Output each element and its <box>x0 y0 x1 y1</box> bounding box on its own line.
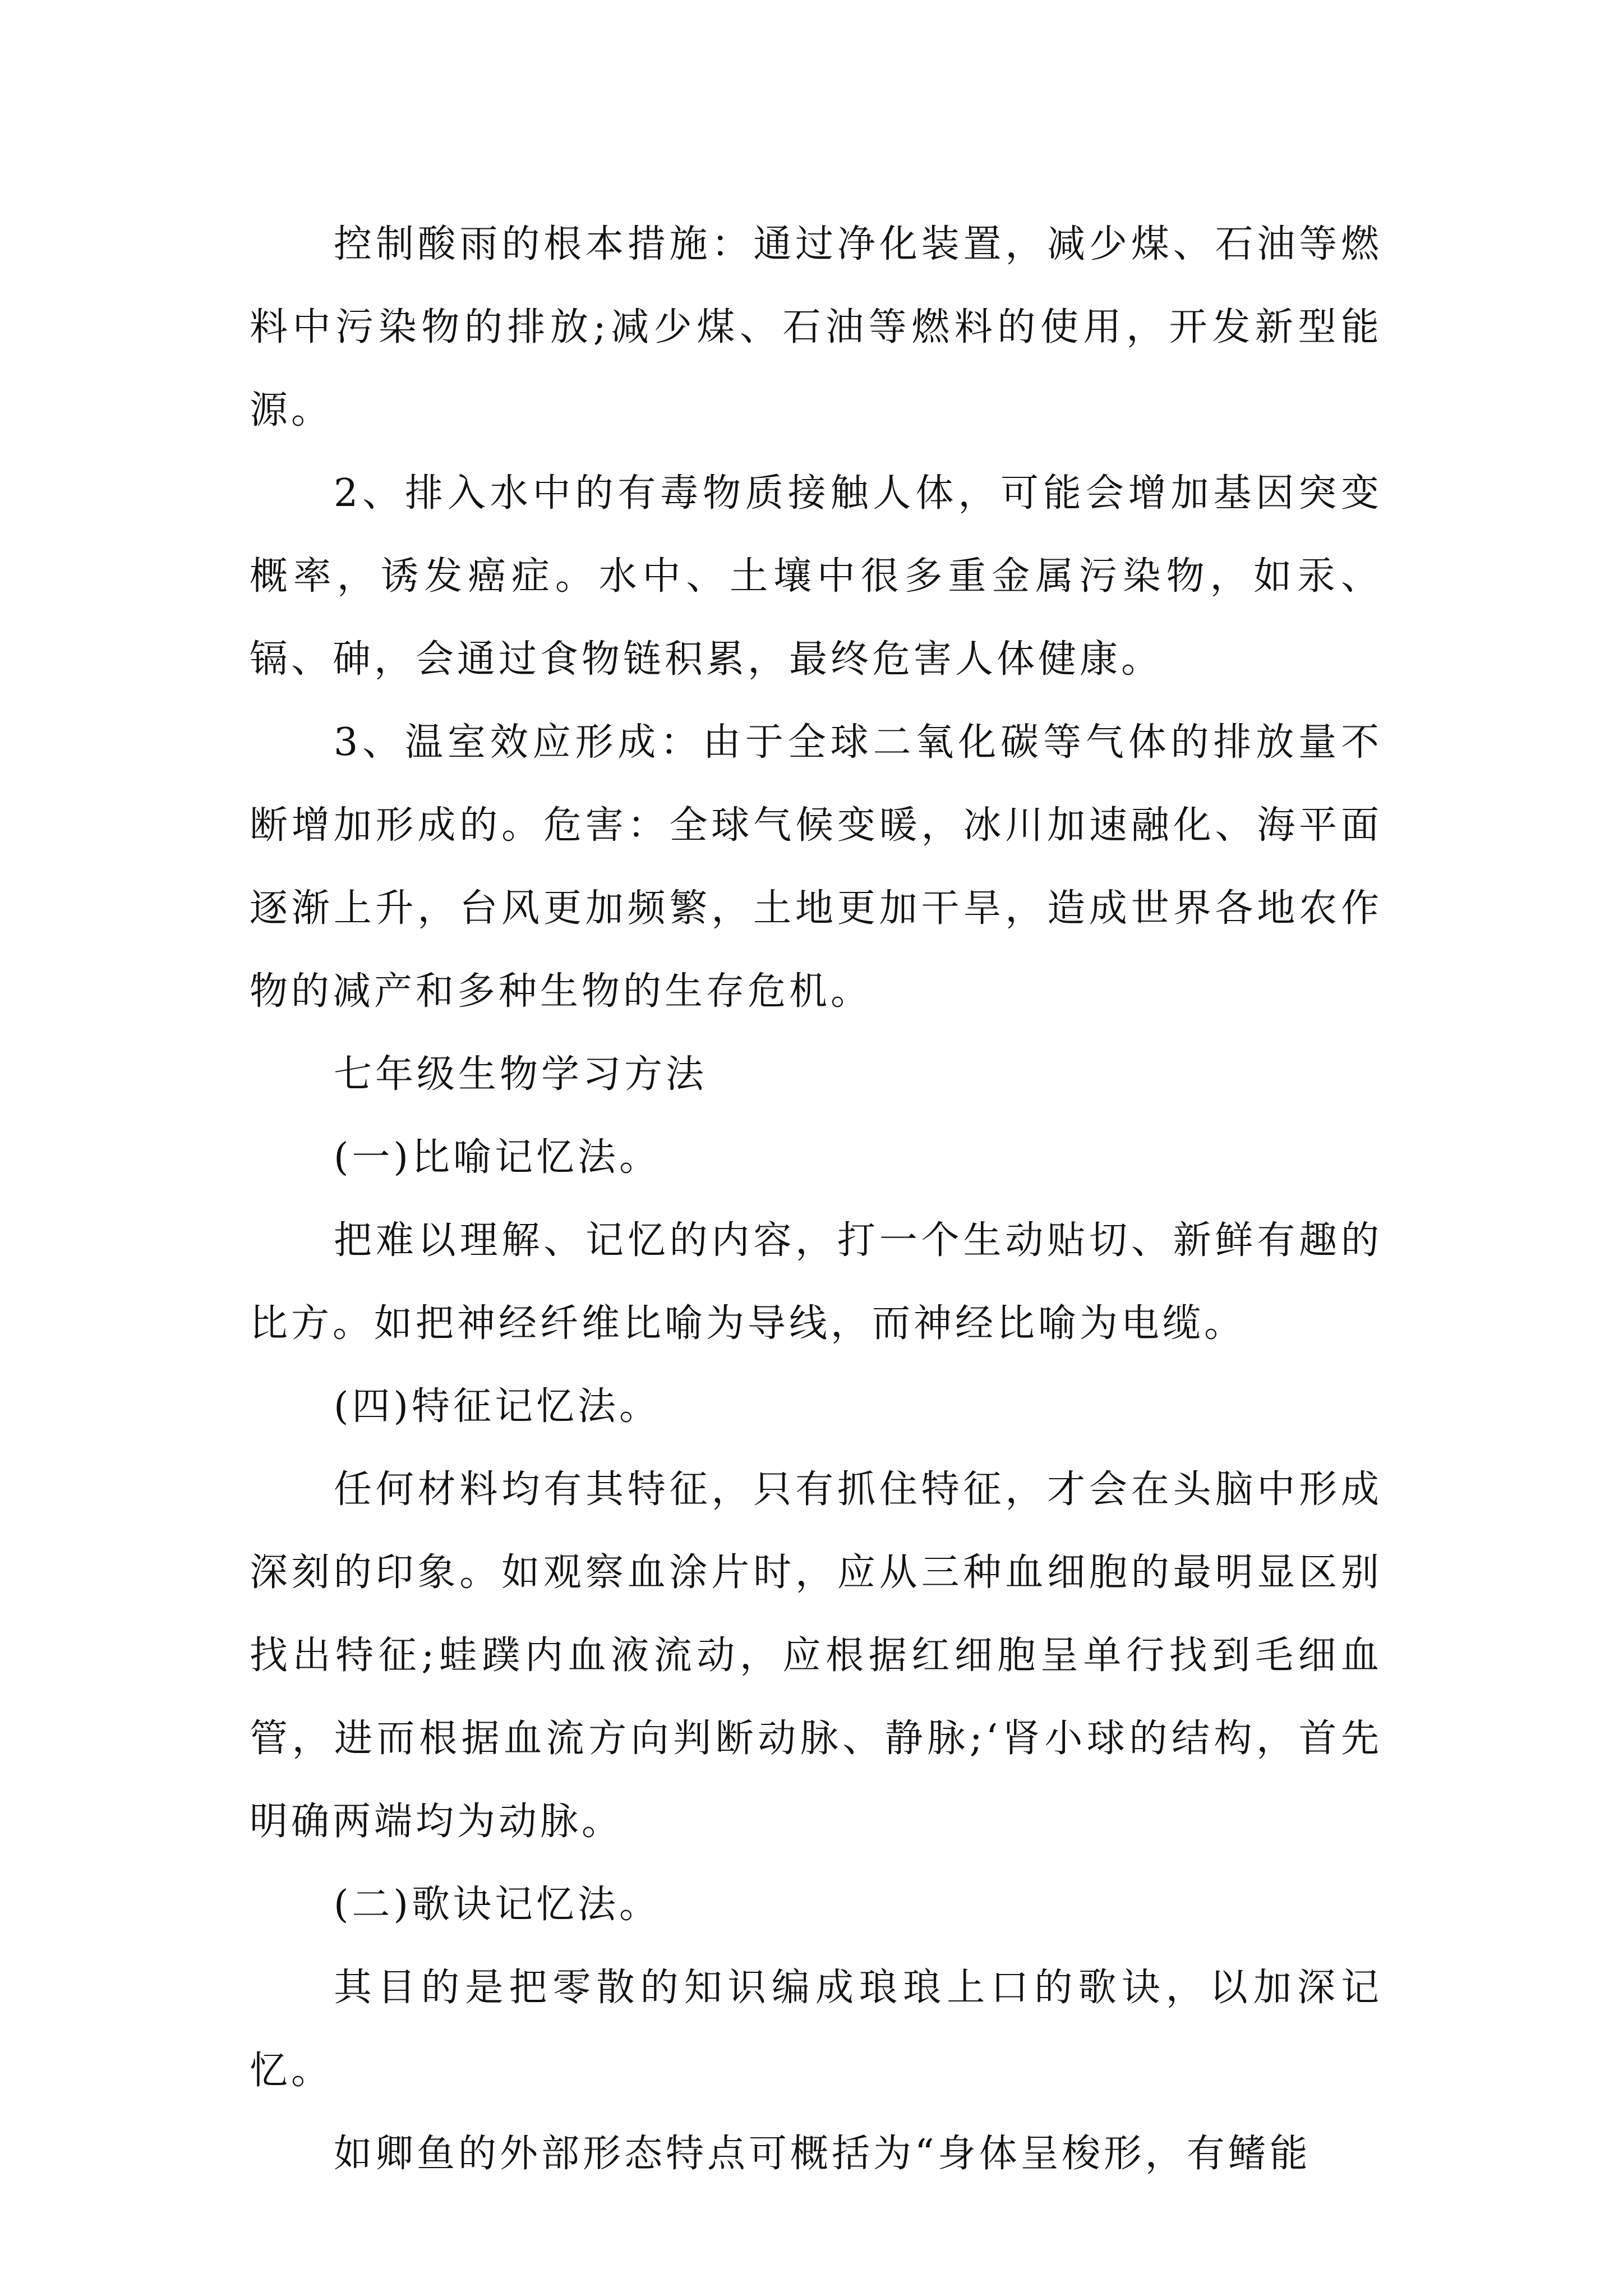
paragraph-toxic-water-pollution: 2、排入水中的有毒物质接触人体，可能会增加基因突变概率，诱发癌症。水中、土壤中很多重金属污染物，如汞、镉、砷，会通过食物链积累，最终危害人体健康。 <box>250 471 1382 682</box>
paragraph-acid-rain-measures: 控制酸雨的根本措施：通过净化装置，减少煤、石油等燃料中污染物的排放;减少煤、石油等燃料的使用，开发新型能源。 <box>250 222 1382 432</box>
document-body <box>250 203 1382 2196</box>
subheading-rhyme-memory: (二)歌诀记忆法。 <box>334 1883 661 1927</box>
paragraph-rhyme-memory: 其目的是把零散的知识编成琅琅上口的歌诀，以加深记忆。 <box>250 1966 1382 2093</box>
subheading-metaphor-memory: (一)比喻记忆法。 <box>334 1135 661 1180</box>
paragraph-metaphor-memory: 把难以理解、记忆的内容，打一个生动贴切、新鲜有趣的比方。如把神经纤维比喻为导线，而神经比喻为电缆。 <box>250 1218 1382 1346</box>
subheading-feature-memory: (四)特征记忆法。 <box>334 1384 661 1429</box>
section-heading-study-methods: 七年级生物学习方法 <box>334 1052 708 1097</box>
paragraph-fish-example: 如卿鱼的外部形态特点可概括为“身体呈梭形，有鳍能 <box>334 2132 1311 2176</box>
paragraph-greenhouse-effect: 3、温室效应形成：由于全球二氧化碳等气体的排放量不断增加形成的。危害：全球气候变暖，冰川加速融化、海平面逐渐上升，台风更加频繁，土地更加干旱，造成世界各地农作物的减产和多种生物的生存危机。 <box>250 720 1382 1014</box>
paragraph-feature-memory: 任何材料均有其特征，只有抓住特征，才会在头脑中形成深刻的印象。如观察血涂片时，应从三种血细胞的最明显区别找出特征;蛙蹼内血液流动，应根据红细胞呈单行找到毛细血管，进而根据血流方向判断动脉、静脉;‘肾小球的结构，首先明确两端均为动脉。 <box>250 1467 1382 1844</box>
